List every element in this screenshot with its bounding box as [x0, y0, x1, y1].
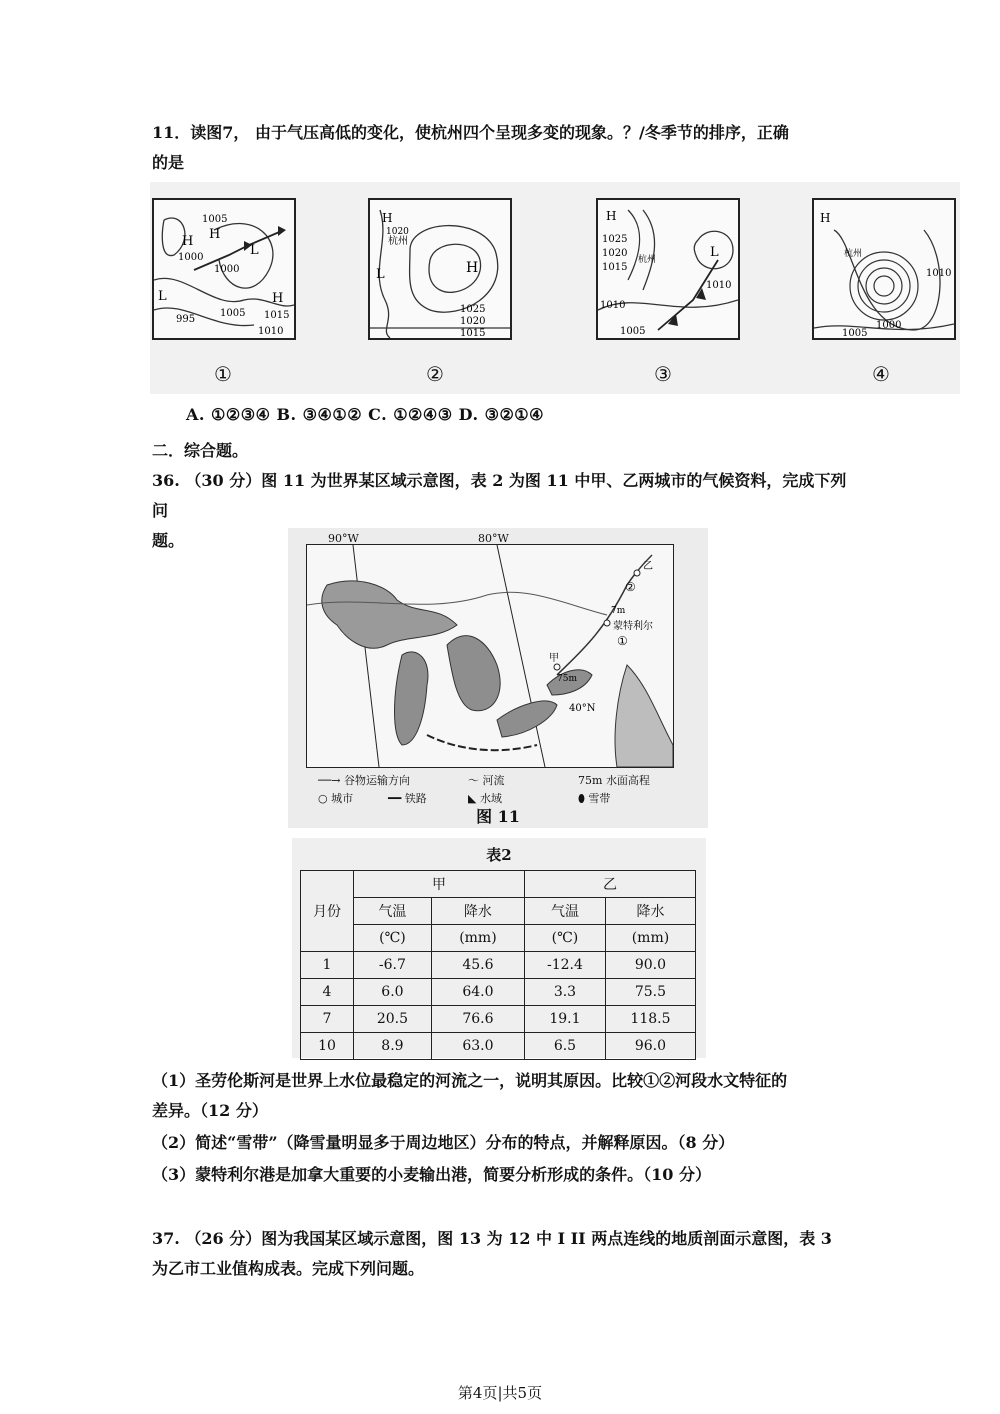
- table-2-title: 表2: [486, 846, 512, 864]
- sub-question-1: [152, 1066, 862, 1126]
- question-36-line2: 题。: [152, 531, 185, 550]
- table-row: 1 -6.7 45.6 -12.4 90.0: [301, 952, 696, 979]
- weather-map-2-drawing: [370, 200, 510, 338]
- legend-river: 〜 河流: [468, 774, 505, 787]
- city-dot-icon: ○: [318, 792, 328, 805]
- river-icon: 〜: [468, 774, 479, 787]
- map1-isobar-1005a: 1005: [202, 214, 228, 225]
- question-37-line1: 37. （26 分）图为我国某区域示意图，图 13 为 12 中 I II 两点连线的地质剖面示意图，表 3: [152, 1229, 832, 1248]
- map4-isobar-1000: 1000: [876, 320, 902, 331]
- question-11-options: A. ①②③④ B. ③④①② C. ①②④③ D. ③②①④: [186, 405, 544, 424]
- map3-isobar-1005: 1005: [620, 326, 646, 337]
- map-label-3: ③: [654, 362, 672, 386]
- question-11: [152, 118, 862, 178]
- map1-isobar-1000b: 1000: [178, 252, 204, 263]
- question-36-line1: 36. （30 分）图 11 为世界某区域示意图，表 2 为图 11 中甲、乙两城市的气候资料，完成下列问: [152, 471, 847, 520]
- page-footer: 第4页|共5页: [457, 1384, 543, 1402]
- map-label-1: ①: [214, 362, 232, 386]
- map4-high: H: [820, 211, 831, 225]
- lon-90w-top: 90°W: [328, 532, 359, 545]
- map1-high-1: H: [182, 234, 194, 249]
- weather-map-4-drawing: [814, 200, 954, 338]
- map-label-4: ④: [872, 362, 890, 386]
- question-11-line2: 的是: [152, 153, 185, 172]
- header-jia-temp: 气温: [354, 898, 432, 925]
- river-section-2: ②: [625, 580, 636, 594]
- legend-water: ◣ 水域: [468, 792, 502, 805]
- city-jia-label: 甲: [549, 653, 559, 664]
- map1-isobar-1000a: 1000: [214, 264, 240, 275]
- map2-isobar-1020a: 1020: [386, 227, 409, 237]
- water-icon: ◣: [468, 792, 477, 805]
- weather-map-2: [368, 198, 512, 340]
- climate-table: [300, 870, 696, 1060]
- sub-question-2: （2）简述“雪带”（降雪量明显多于周边地区）分布的特点，并解释原因。（8 分）: [152, 1133, 735, 1152]
- map1-isobar-995: 995: [176, 314, 196, 325]
- question-37-line2: 为乙市工业值构成表。完成下列问题。: [152, 1259, 425, 1278]
- map1-isobar-1010: 1010: [258, 326, 284, 337]
- map2-city: 杭州: [388, 236, 408, 247]
- city-yi-label: 乙: [643, 561, 653, 572]
- map2-isobar-1025: 1025: [460, 304, 486, 315]
- table-row: 4 6.0 64.0 3.3 75.5: [301, 979, 696, 1006]
- legend-grain: ──→ 谷物运输方向: [318, 774, 410, 787]
- figure-11-drawing: [307, 545, 673, 767]
- map4-isobar-1005: 1005: [842, 328, 868, 338]
- map2-high-2: H: [466, 260, 479, 276]
- header-jia-prec: 降水: [431, 898, 524, 925]
- montreal-label: 蒙特利尔: [613, 621, 653, 632]
- figure-11: [288, 528, 708, 828]
- weather-map-1: [152, 198, 296, 340]
- unit-jia-prec: (mm): [431, 925, 524, 952]
- map3-isobar-1020: 1020: [602, 248, 628, 259]
- railway-icon: ━━: [388, 792, 402, 805]
- map3-isobar-1025: 1025: [602, 234, 628, 245]
- map3-high: H: [606, 209, 617, 223]
- map1-isobar-1005b: 1005: [220, 308, 246, 319]
- sub-question-3: （3）蒙特利尔港是加拿大重要的小麦输出港，简要分析形成的条件。（10 分）: [152, 1165, 711, 1184]
- legend-snowbelt: ⬮ 雪带: [578, 792, 611, 805]
- unit-jia-temp: (℃): [354, 925, 432, 952]
- map-label-2: ②: [426, 362, 444, 386]
- map1-high-3: H: [272, 291, 284, 306]
- map1-isobar-1015: 1015: [264, 310, 290, 321]
- sub-question-1-line1: （1）圣劳伦斯河是世界上水位最稳定的河流之一，说明其原因。比较①②河段水文特征的: [152, 1071, 788, 1090]
- lon-80w-top: 80°W: [478, 532, 509, 545]
- sub-question-1-line2: 差异。（12 分）: [152, 1101, 268, 1120]
- lat-40n-label: 40°N: [569, 703, 596, 714]
- legend-elevation: 75m 水面高程: [578, 774, 650, 787]
- river-section-1: ①: [617, 634, 628, 648]
- map3-isobar-1015: 1015: [602, 262, 628, 273]
- map1-low-2: L: [158, 289, 167, 304]
- map4-isobar-1010: 1010: [926, 268, 952, 279]
- figure-11-caption: 图 11: [476, 807, 520, 826]
- weather-map-1-drawing: [154, 200, 294, 338]
- map2-high-1: H: [382, 211, 393, 225]
- weather-map-4: [812, 198, 956, 340]
- map2-low: L: [376, 267, 385, 282]
- unit-yi-temp: (℃): [525, 925, 606, 952]
- map2-isobar-1015: 1015: [460, 328, 486, 338]
- legend-city: ○ 城市: [318, 792, 354, 805]
- question-11-line1: 11．读图7， 由于气压高低的变化，使杭州四个呈现多变的现象。？/冬季节的排序，正确: [152, 123, 789, 142]
- weather-map-3: [596, 198, 740, 340]
- arrow-icon: ──→: [318, 774, 341, 787]
- map1-high-2: H: [209, 227, 221, 242]
- question-37: [152, 1224, 852, 1284]
- map3-isobar-1010b: 1010: [600, 300, 626, 311]
- header-yi-prec: 降水: [605, 898, 695, 925]
- section-heading: 二．综合题。: [152, 441, 249, 460]
- table-row: 7 20.5 76.6 19.1 118.5: [301, 1006, 696, 1033]
- map4-city: 杭州: [844, 249, 863, 259]
- weather-map-3-drawing: [598, 200, 738, 338]
- snowbelt-icon: ⬮: [578, 792, 585, 805]
- weather-maps-figure: [150, 182, 960, 394]
- header-yi: 乙: [525, 871, 696, 898]
- header-month: 月份: [301, 871, 354, 952]
- header-jia: 甲: [354, 871, 525, 898]
- map2-isobar-1020b: 1020: [460, 316, 486, 327]
- table-row: 10 8.9 63.0 6.5 96.0: [301, 1033, 696, 1060]
- legend-rail: ━━ 铁路: [388, 792, 427, 805]
- map3-low: L: [710, 245, 719, 260]
- table-2: [292, 838, 706, 1058]
- elevation-75m: 75m: [557, 674, 577, 684]
- map3-city: 杭州: [638, 255, 657, 265]
- map3-isobar-1010a: 1010: [706, 280, 732, 291]
- header-yi-temp: 气温: [525, 898, 606, 925]
- map1-low-1: L: [250, 243, 259, 258]
- elevation-7m: 7m: [611, 606, 626, 616]
- figure-11-map: [306, 544, 674, 768]
- unit-yi-prec: (mm): [605, 925, 695, 952]
